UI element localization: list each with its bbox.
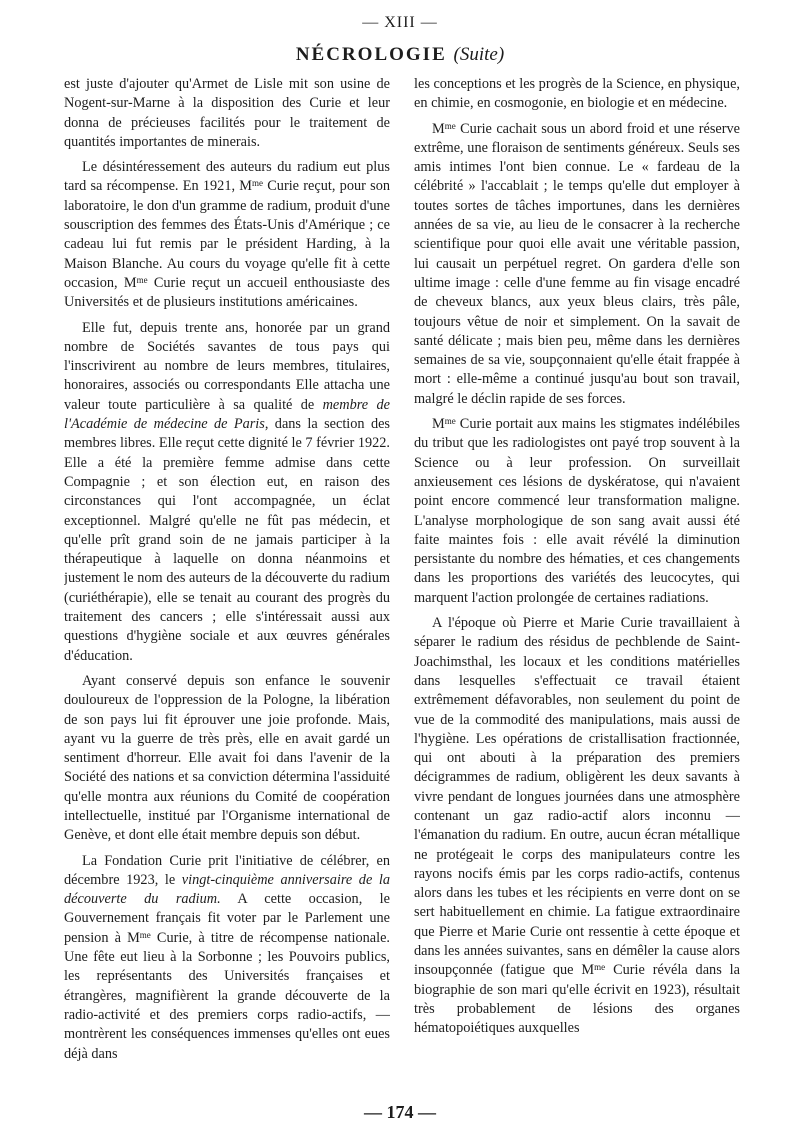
abbrev-superscript: me (252, 178, 264, 189)
text-run: M (432, 120, 445, 137)
text-run: M (432, 416, 445, 433)
paragraph (64, 158, 390, 312)
italic-text: membre de l'Académie de médecine de Paris (64, 396, 390, 433)
paragraph (64, 852, 390, 1064)
text-run: Curie révéla dans la biographie de son mari qu'elle écrivit en 1923), résultait très probablement de lésions des organes hématopoiétiques auxquelles (414, 962, 740, 1037)
text-run: Curie portait aux mains les stigmates indélébiles du tribut que les radiologistes ont payé trop souvent à la Science ou à leur profession. On surveillait anxieusement ces lésions de dyskératose, qui n'avaient point encore commencé leur transformation maligne. L'analyse morphologique de son sang avait aussi été faite maintes fois : elle avait révélé la diminution persistante du nombre des hématies, et ces changements dans les proportions des variétés des leucocytes, qui marquent l'action prolongée de certaines radiations. (414, 416, 740, 606)
text-run: Le désintéressement des auteurs du radium eut plus tard sa récompense. En 1921, M (64, 159, 390, 195)
section-title-main: NÉCROLOGIE (295, 44, 447, 65)
text-run: A cette occasion, le Gouvernement français fit voter par le Parlement une pension à M (64, 891, 390, 946)
paragraph (414, 415, 740, 608)
italic-text: vingt-cinquième anniversaire de la découverte du radium. (64, 871, 390, 908)
abbrev-superscript: me (594, 962, 606, 973)
article-body (64, 75, 740, 1095)
paragraph (414, 75, 740, 114)
abbrev-superscript: me (444, 120, 456, 131)
text-run: Ayant conservé depuis son enfance le souvenir douloureux de l'oppression de la Pologne, la libération de son pays lui fit éprouver une joie profonde. Mais, ayant vu la guerre de très près, elle en avait gardé un sentiment d'horreur. Elle avait foi dans l'avenir de la Société des nations et sa conviction détermina l'assiduité qu'elle montra aux réunions du Comité de coopération intellectuelle, institué par l'Organisme international de Genève, et dont elle était membre depuis son début. (64, 672, 390, 844)
section-title-suffix: (Suite) (453, 44, 505, 65)
text-run: A l'époque où Pierre et Marie Curie travaillaient à séparer le radium des résidus de pechblende de Saint-Joachimsthal, les locaux et les conditions matérielles dans lesquelles s'effectuait ce travail étaient extrêmement défavorables, non seulement du point de vue de la commodité des manipulations, mais aussi de l'hygiène. Les opérations de cristallisation fractionnée, qui ont abouti à la préparation des premiers décigrammes de radium, obligèrent les deux savants à vivre pendant de longues journées dans une atmosphère contenant un gaz radio-actif alors inconnu — l'émanation du radium. En outre, aucun écran métallique ne protégeait le corps des manipulateurs contre les rayons nocifs émis par les corps radio-actifs, contenus alors dans les tubes et les récipients en verre dont on se sert habituellement en chimie. La fatigue extraordinaire que Pierre et Marie Curie ont ressentie à cette époque et dans les années suivantes, sans en démêler la cause alors insoupçonnée (fatigue que M (414, 615, 740, 979)
paragraph (414, 614, 740, 1039)
abbrev-superscript: me (139, 929, 151, 940)
right-column (414, 75, 740, 1095)
text-run: est juste d'ajouter qu'Armet de Lisle mit son usine de Nogent-sur-Marne à la disposition des Curie et leur donna de précieuses facilités pour le traitement de quantités importantes de minerais. (64, 76, 390, 150)
text-run: Elle fut, depuis trente ans, honorée par un grand nombre de Sociétés savantes de tous pays qui l'inscrivirent au nombre de leurs membres, titulaires, honoraires, associés ou correspondants Elle attacha une valeur toute particulière à sa qualité de (64, 319, 390, 413)
text-run: La Fondation Curie prit l'initiative de célébrer, en décembre 1923, le (64, 852, 390, 888)
roman-page-number: — XIII — (362, 14, 438, 31)
abbrev-superscript: me (444, 416, 456, 427)
text-run: les conceptions et les progrès de la Science, en physique, en chimie, en cosmogonie, en biologie et en médecine. (414, 76, 740, 112)
left-column (64, 75, 390, 1095)
text-run: Curie reçut, pour son laboratoire, le don d'un gramme de radium, produit d'une souscription des femmes des États-Unis d'Amérique ; ce cadeau lui fut remis par le président Harding, à la Maison Blanche. Au cours du voyage qu'elle fit à cette occasion, M (64, 178, 390, 291)
page-number: — 174 — (364, 1102, 436, 1122)
text-run: , dans la section des membres libres. Elle reçut cette dignité le 7 février 1922. Elle a été la première femme admise dans cette Compagnie ; et son élection eut, en raison des circonstances qui l'ont accompagnée, un éclat exceptionnel. Malgré qu'elle ne fût pas médecin, et qu'elle prît grand soin de ne jamais participer à la thérapeutique à laquelle on donna néanmoins et justement le nom des auteurs de la découverte du radium (curiéthérapie), elle se tenait au courant des progrès du traitement des cancers ; elle s'intéressait aussi aux questions d'hygiène sociale et aux œuvres générales d'éducation. (64, 416, 390, 664)
paragraph (64, 672, 390, 846)
abbrev-superscript: me (136, 274, 148, 285)
text-run: Curie cachait sous un abord froid et une réserve extrême, une floraison de sentiments généreux. Seuls ses amis intimes l'ont bien connue. Le « fardeau de la célébrité » l'accablait ; le temps qu'elle dut employer à toutes sortes de tâches importunes, dans les dernières années de sa vie, au lieu de le consacrer à la recherche scientifique pour quoi elle avait une véritable passion, lui causait un perpétuel regret. On gardera d'elle son ultime image : celle d'une femme au fin visage encadré de cheveux blancs, aux yeux bleus clairs, très pâle, toujours vêtue de noir et simplement. On la savait de santé délicate ; mais bien peu, même dans les dernières semaines de sa vie, soupçonnaient qu'elle était frappée à mort : elle-même a continué jusqu'au bout son travail, malgré le déclin rapide de ses forces. (414, 120, 740, 407)
paragraph (64, 75, 390, 152)
text-run: Curie, à titre de récompense nationale. Une fête eut lieu à la Sorbonne ; les Pouvoirs publics, les représentants des Universités françaises et étrangères, magnifièrent la grande découverte de la radio-activité et des premiers corps radio-actifs, — montrèrent les conséquences immenses qu'elles ont eues déjà dans (64, 929, 390, 1062)
text-run: Curie reçut un accueil enthousiaste des Universités et de plusieurs institutions américaines. (64, 274, 390, 311)
section-title (0, 44, 800, 66)
paragraph (64, 319, 390, 666)
paragraph (414, 120, 740, 409)
